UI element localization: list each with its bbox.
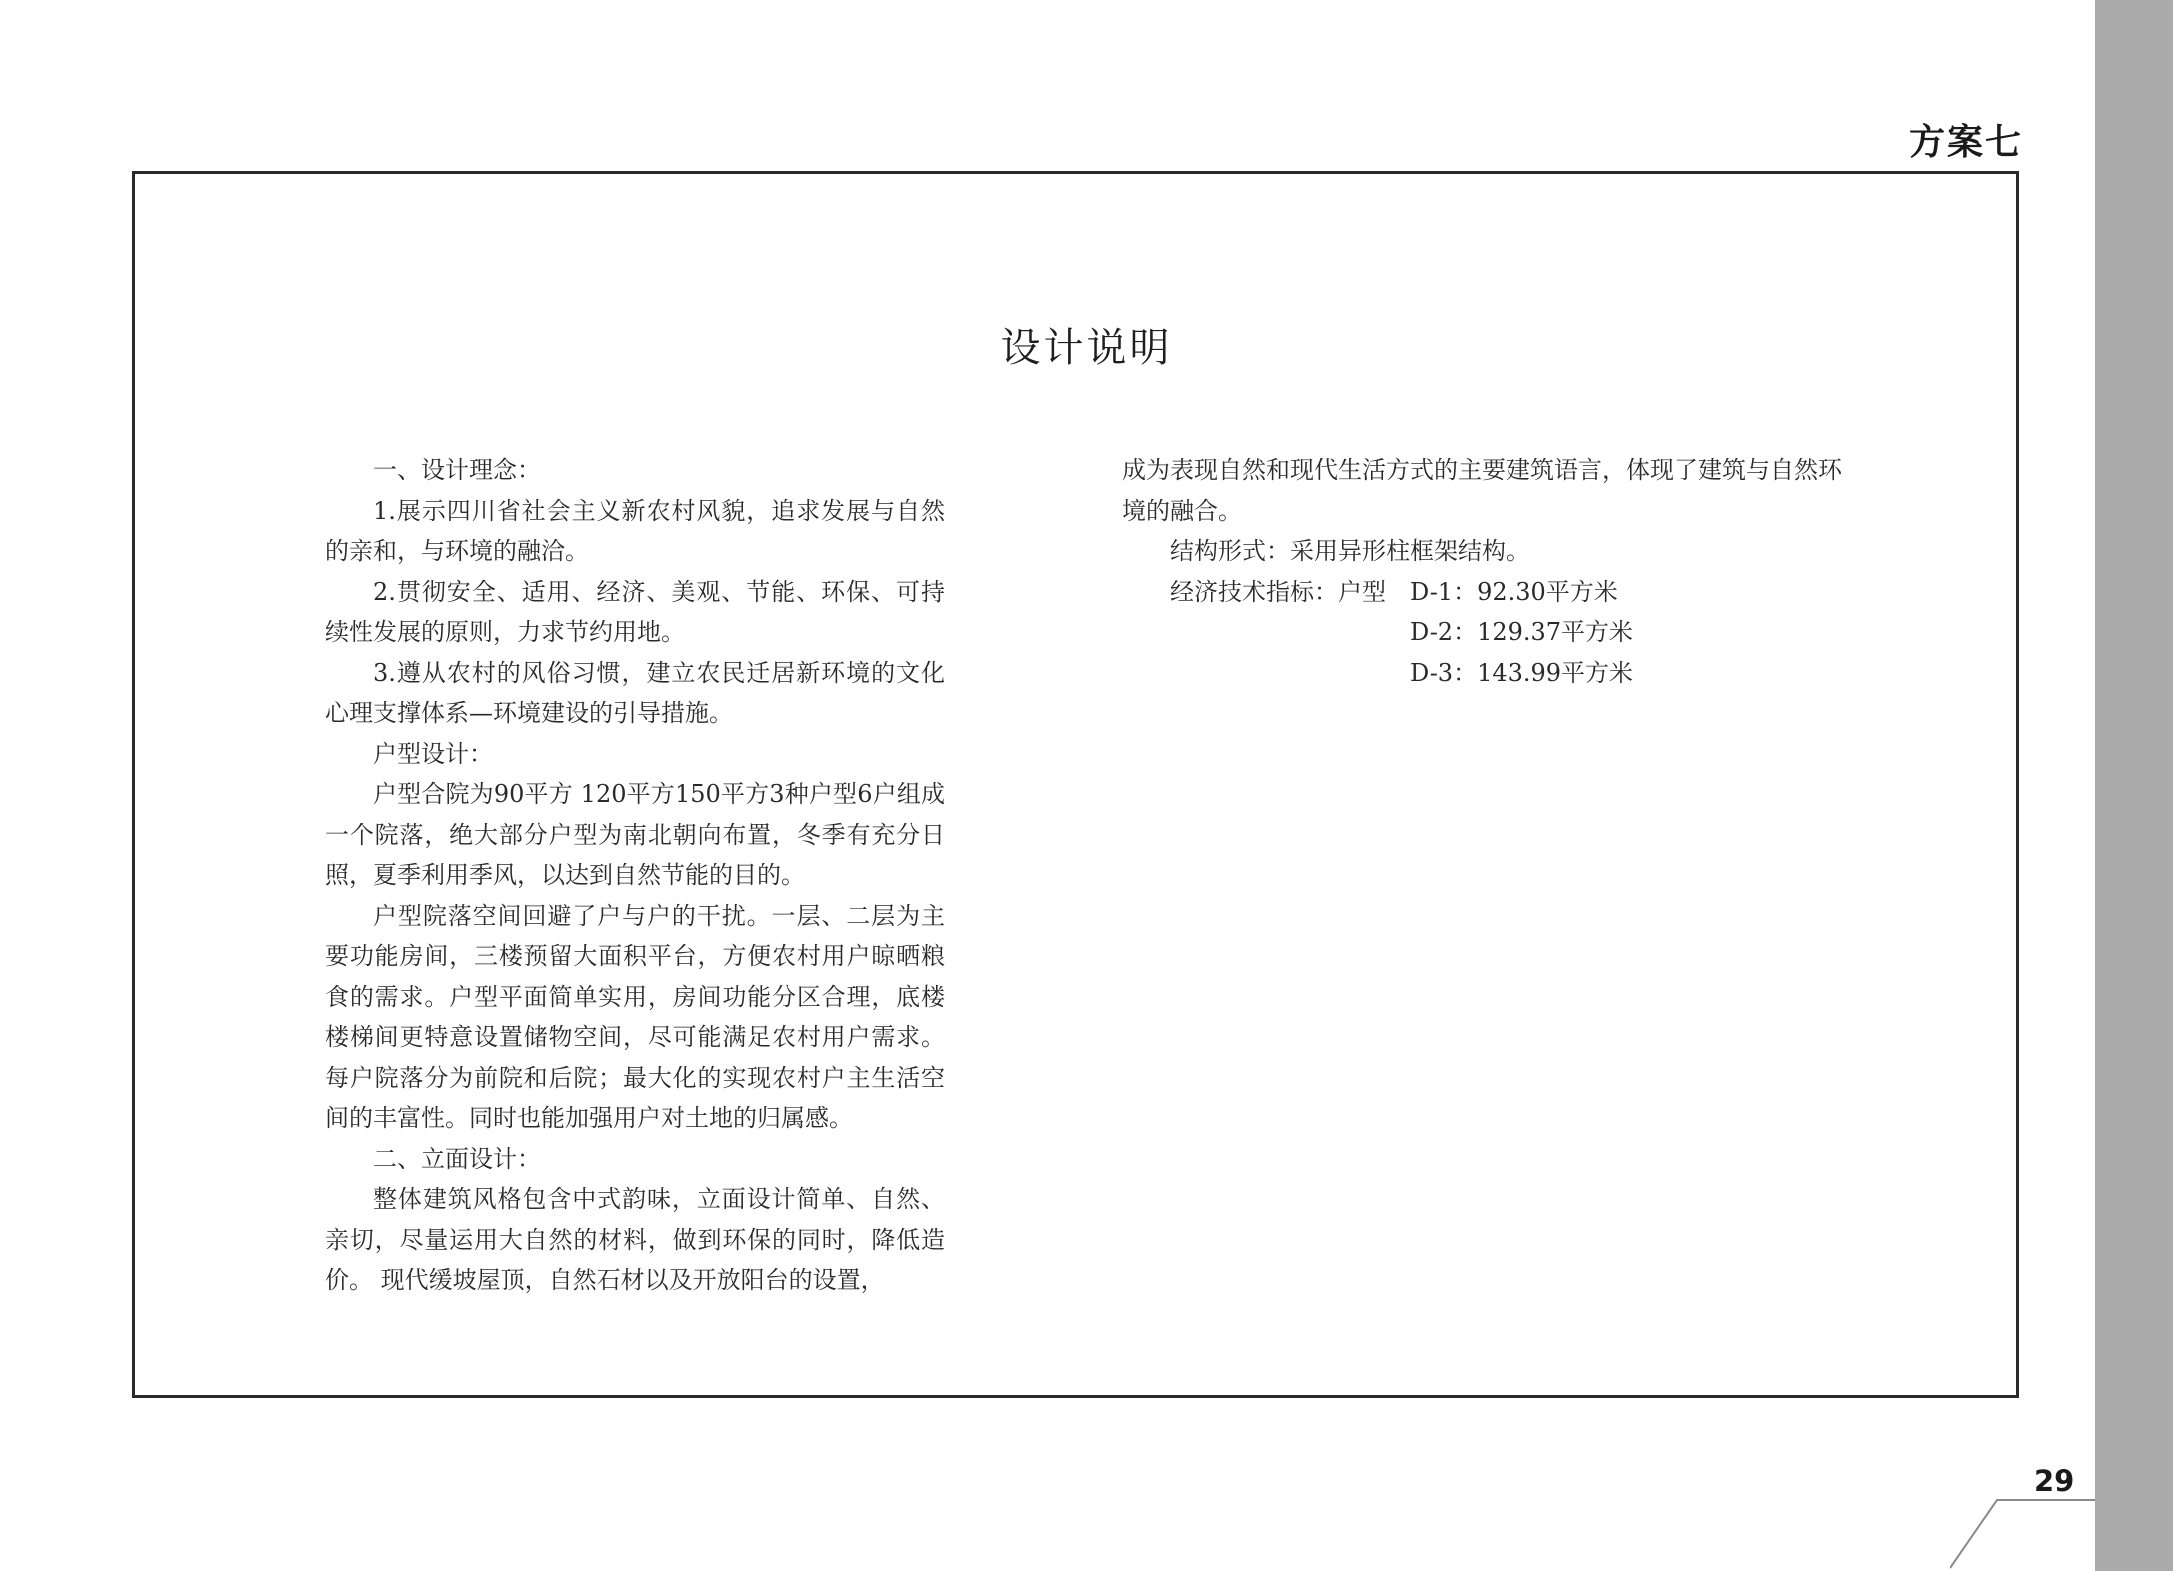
paragraph: 结构形式：采用异形柱框架结构。 [1170, 537, 1530, 565]
document-title: 设计说明 [1000, 325, 1173, 371]
side-tab-bar [2095, 0, 2173, 1571]
indicator-value: D-1：92.30平方米 [1410, 577, 1618, 606]
indicator-row [1170, 572, 1842, 613]
right-text-column [1122, 450, 1842, 693]
indicator-table [1122, 572, 1842, 694]
paragraph: 2.贯彻安全、适用、经济、美观、节能、环保、可持续性发展的原则，力求节约用地。 [325, 577, 945, 646]
paragraph: 一、设计理念： [373, 456, 541, 484]
paragraph: 户型合院为90平方 120平方150平方3种户型6户组成一个院落，绝大部分户型为南北朝向布置，冬季有充分日照，夏季利用季风，以达到自然节能的目的。 [325, 780, 945, 889]
indicator-label [1170, 612, 1410, 653]
paragraph: 3.遵从农村的风俗习惯，建立农民迁居新环境的文化心理支撑体系—环境建设的引导措施。 [325, 658, 945, 727]
paragraph: 户型设计： [373, 739, 493, 768]
page-corner-decoration [1950, 1490, 2095, 1571]
paragraph: 成为表现自然和现代生活方式的主要建筑语言，体现了建筑与自然环境的融合。 [1122, 456, 1842, 525]
indicator-row [1170, 653, 1842, 694]
paragraph: 1.展示四川省社会主义新农村风貌，追求发展与自然的亲和，与环境的融洽。 [325, 496, 945, 565]
indicator-label [1170, 653, 1410, 694]
paragraph: 二、立面设计： [373, 1144, 541, 1173]
indicator-value: D-3：143.99平方米 [1410, 658, 1634, 687]
page-number: 29 [2034, 1464, 2075, 1498]
indicator-value: D-2：129.37平方米 [1410, 618, 1634, 646]
indicator-label: 经济技术指标：户型 [1170, 577, 1386, 606]
scheme-title: 方案七 [1908, 122, 2023, 163]
indicator-row [1170, 612, 1842, 653]
left-text-column [325, 450, 945, 1301]
paragraph: 整体建筑风格包含中式韵味，立面设计简单、自然、亲切，尽量运用大自然的材料，做到环保的同时，降低造价。 现代缓坡屋顶，自然石材以及开放阳台的设置， [325, 1185, 945, 1294]
paragraph: 户型院落空间回避了户与户的干扰。一层、二层为主要功能房间，三楼预留大面积平台，方便农村用户晾晒粮食的需求。户型平面简单实用，房间功能分区合理，底楼楼梯间更特意设置储物空间，尽可能满足农村用户需求。每户院落分为前院和后院；最大化的实现农村户主生活空间的丰富性。同时也能加强用户对土地的归属感。 [325, 901, 945, 1132]
